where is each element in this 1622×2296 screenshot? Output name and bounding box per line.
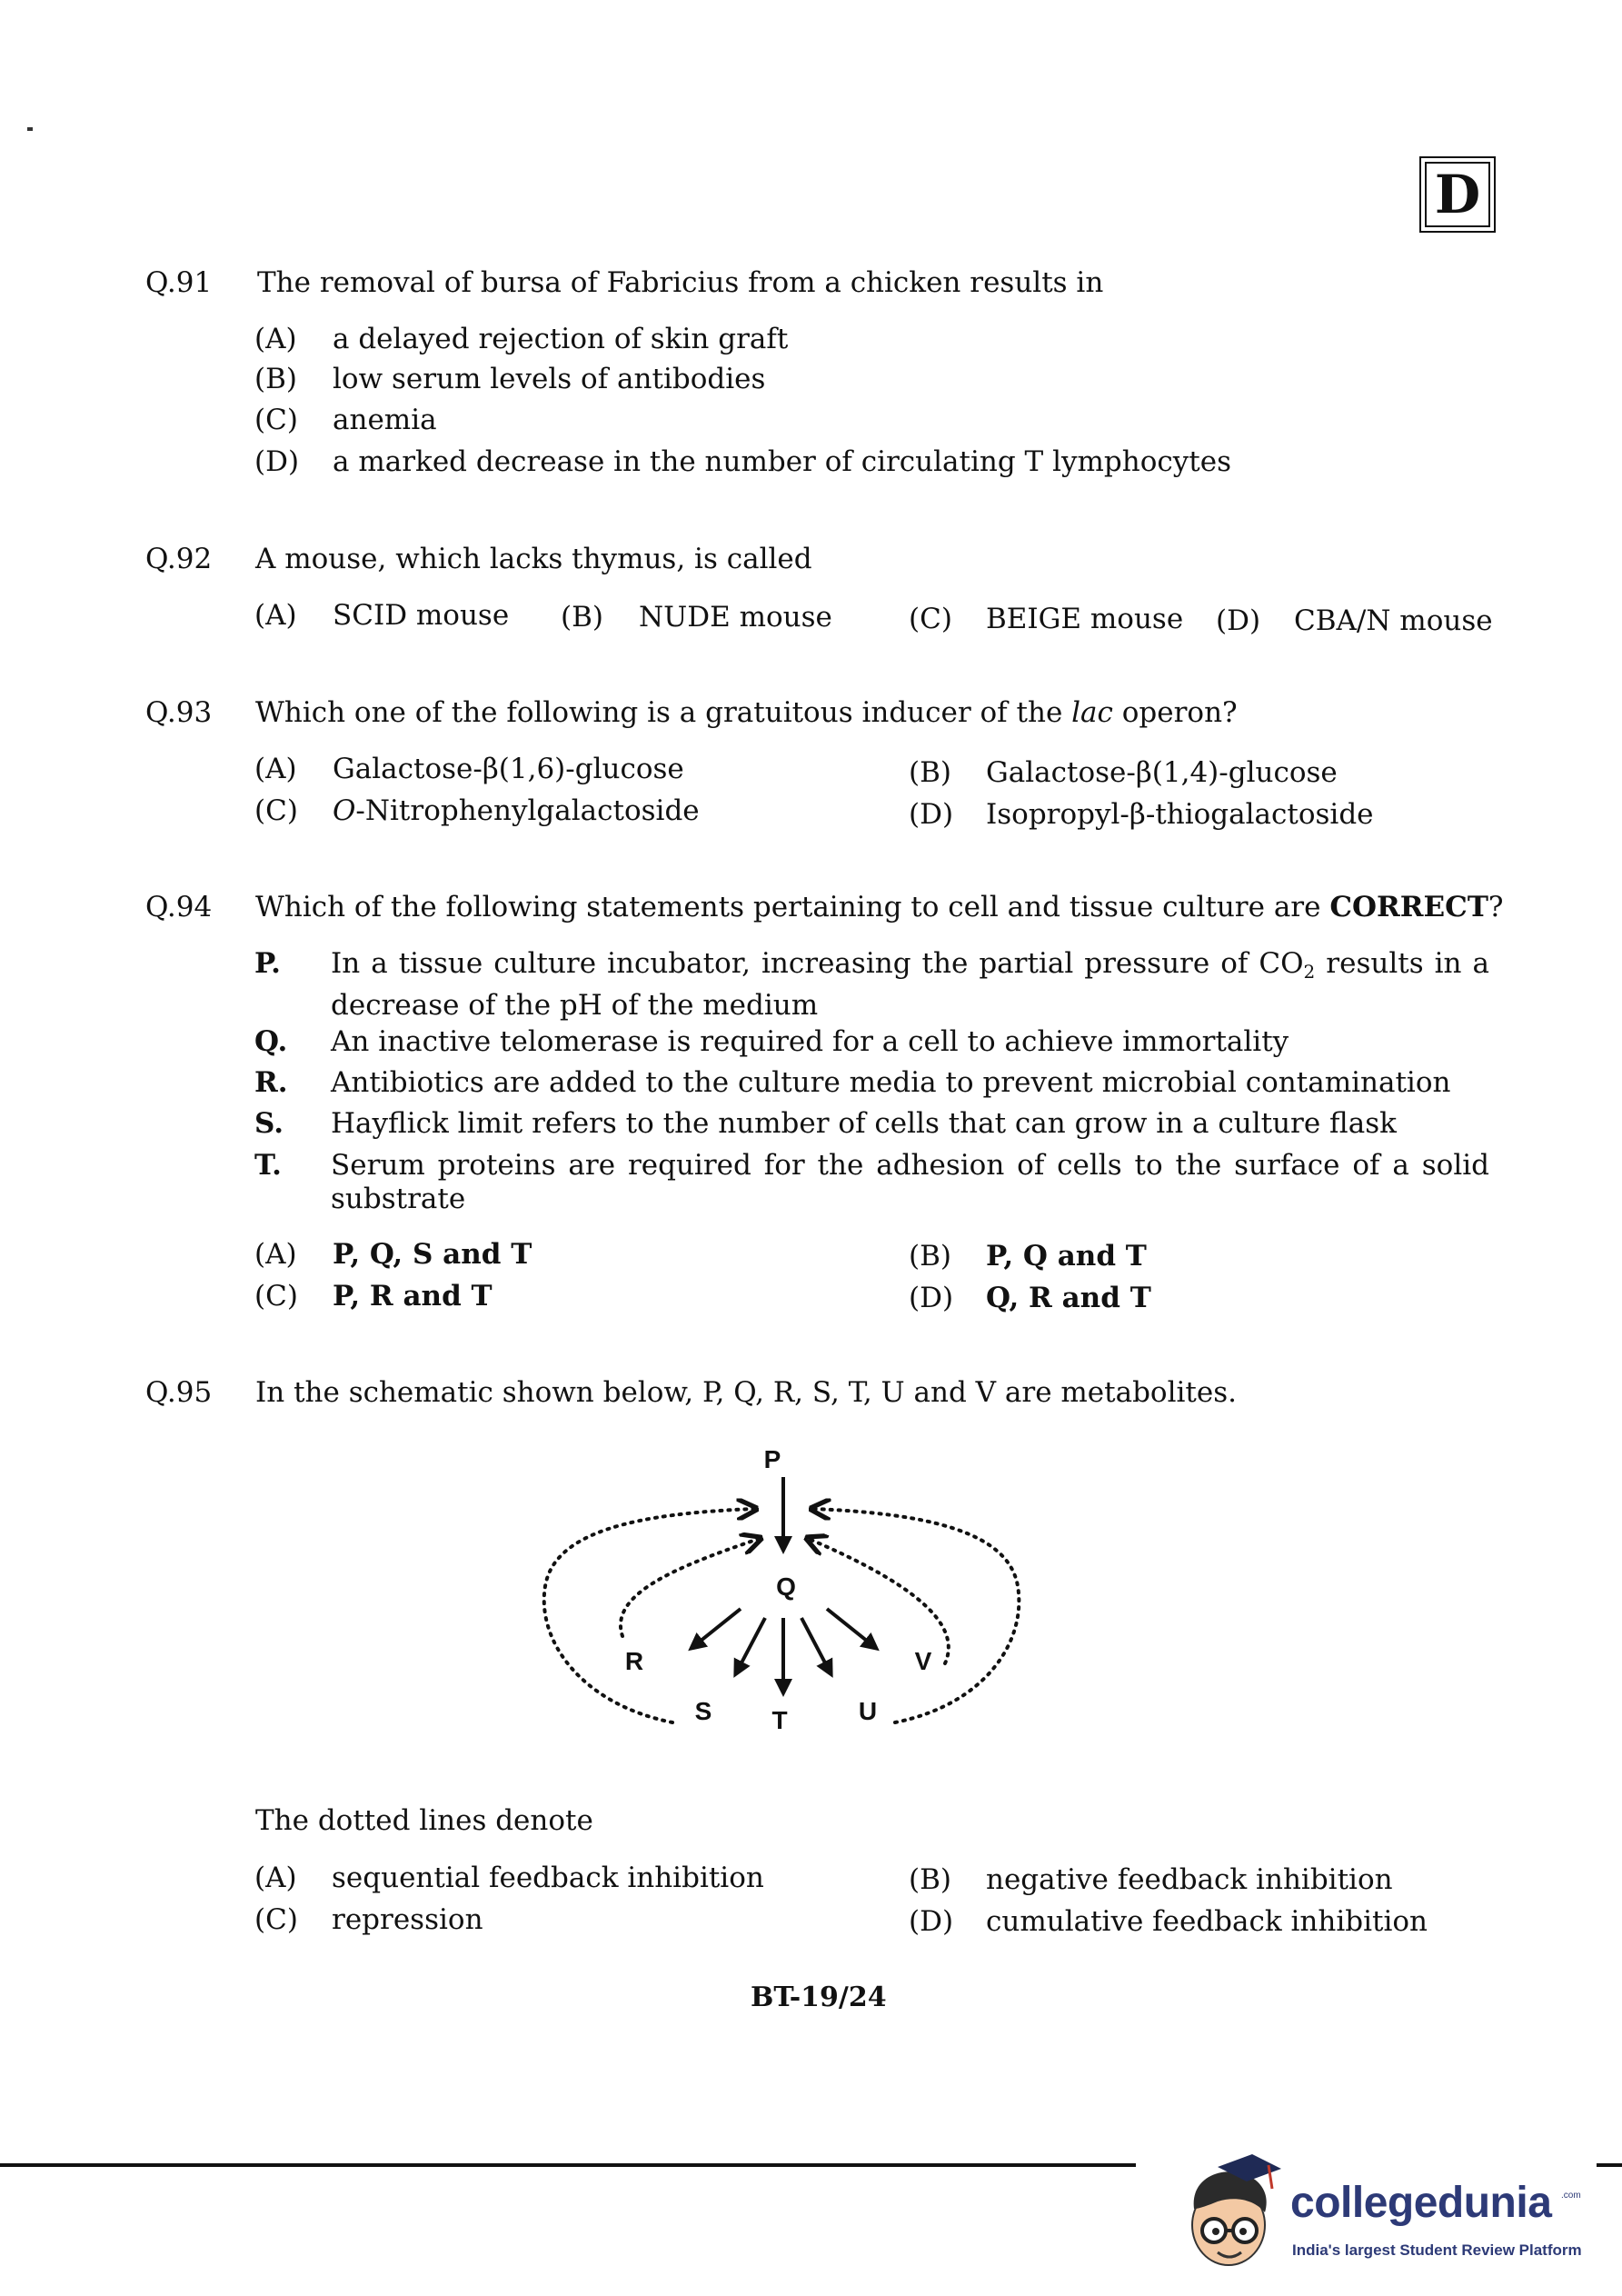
statement-text-part: In a tissue culture incubator, increasing the partial pressure of CO <box>331 947 1304 980</box>
option-text <box>333 794 700 827</box>
statement-text: Serum proteins are required for the adhesion of cells to the surface of a solid substrate <box>331 1149 1489 1215</box>
option-letter: (C) <box>254 1903 298 1936</box>
option-letter: (A) <box>254 323 297 355</box>
option-letter: (A) <box>254 753 297 785</box>
option-text: SCID mouse <box>333 599 510 632</box>
option-letter: (C) <box>254 1280 298 1313</box>
option-text: cumulative feedback inhibition <box>986 1905 1428 1938</box>
question-text-part: operon? <box>1112 696 1238 729</box>
option-letter: (D) <box>254 445 300 478</box>
follow-up-text: The dotted lines denote <box>255 1804 593 1837</box>
statement-letter: R. <box>254 1066 288 1099</box>
brand-domain: .com <box>1561 2191 1581 2201</box>
statement-text: Hayflick limit refers to the number of cells that can grow in a culture flask <box>331 1107 1397 1140</box>
statement-letter: T. <box>254 1149 282 1182</box>
question-number: Q.94 <box>145 891 213 923</box>
question-number: Q.95 <box>145 1376 213 1409</box>
option-text: NUDE mouse <box>639 601 832 634</box>
option-letter: (D) <box>1216 604 1261 637</box>
option-letter: (D) <box>909 1282 954 1314</box>
option-text: repression <box>332 1903 483 1936</box>
metabolite-s: S <box>694 1697 712 1725</box>
option-text: CBA/N mouse <box>1294 604 1493 637</box>
feedback-r-to-p-q-step <box>621 1539 759 1636</box>
feedback-u-to-p-step <box>813 1509 1019 1722</box>
statement-text-part: results in a decrease of the pH of the medium <box>331 947 1489 1022</box>
option-text: Isopropyl-β-thiogalactoside <box>986 798 1374 831</box>
option-letter: (B) <box>909 756 951 789</box>
option-text: Galactose-β(1,6)-glucose <box>333 753 684 785</box>
question-text: A mouse, which lacks thymus, is called <box>255 543 812 575</box>
question-text <box>255 891 1504 923</box>
option-letter: (B) <box>909 1240 951 1273</box>
option-text: low serum levels of antibodies <box>333 363 766 395</box>
page-code: BT-19/24 <box>751 1982 887 2013</box>
option-letter: (A) <box>254 1862 297 1894</box>
mascot-icon <box>1181 2152 1283 2280</box>
option-letter: (B) <box>909 1863 951 1896</box>
option-text: P, R and T <box>333 1280 493 1313</box>
stray-mark <box>27 127 33 131</box>
metabolite-t: T <box>771 1706 788 1734</box>
question-text-italic: lac <box>1071 696 1113 729</box>
statement-text <box>331 947 1489 1023</box>
footer-rule <box>0 2163 1136 2167</box>
metabolite-p: P <box>763 1445 781 1473</box>
collegedunia-logo <box>1181 2152 1599 2289</box>
option-text: a marked decrease in the number of circulating T lymphocytes <box>333 445 1231 478</box>
question-text: The removal of bursa of Fabricius from a chicken results in <box>257 266 1104 299</box>
option-letter: (B) <box>254 363 297 395</box>
option-text: Q, R and T <box>986 1282 1151 1314</box>
option-text-part: -Nitrophenylgalactoside <box>355 794 700 827</box>
metabolite-u: U <box>858 1697 878 1725</box>
option-letter: (C) <box>254 404 298 436</box>
option-text-italic: O <box>333 794 356 827</box>
question-text-bold: CORRECT <box>1329 891 1488 923</box>
statement-letter: S. <box>254 1107 284 1140</box>
statement-letter: Q. <box>254 1025 288 1058</box>
metabolite-r: R <box>624 1647 644 1675</box>
metabolite-q: Q <box>776 1572 796 1601</box>
option-text: BEIGE mouse <box>986 603 1184 635</box>
paper-code: D <box>1425 162 1490 227</box>
option-letter: (B) <box>561 601 603 634</box>
option-text: sequential feedback inhibition <box>332 1862 764 1894</box>
option-letter: (C) <box>254 794 298 827</box>
brand-name: collegedunia <box>1290 2179 1552 2227</box>
arrow-q-to-v <box>827 1609 872 1645</box>
statement-subscript: 2 <box>1303 961 1316 983</box>
option-letter: (A) <box>254 599 297 632</box>
option-letter: (C) <box>909 603 952 635</box>
option-text: negative feedback inhibition <box>986 1863 1393 1896</box>
option-text: P, Q and T <box>986 1240 1147 1273</box>
option-text: Galactose-β(1,4)-glucose <box>986 756 1338 789</box>
question-number: Q.91 <box>145 266 213 299</box>
metabolic-pathway-diagram <box>527 1432 1036 1768</box>
question-text-part: Which one of the following is a gratuitous inducer of the <box>255 696 1072 729</box>
statement-text: Antibiotics are added to the culture media to prevent microbial contamination <box>331 1066 1451 1099</box>
feedback-v-to-p-q-step <box>809 1539 949 1663</box>
metabolite-v: V <box>914 1647 932 1675</box>
option-letter: (D) <box>909 1905 954 1938</box>
paper-code-box <box>1419 156 1496 233</box>
option-letter: (D) <box>909 798 954 831</box>
question-text <box>255 696 1238 729</box>
option-text: anemia <box>333 404 437 436</box>
option-letter: (A) <box>254 1238 297 1271</box>
arrow-q-to-u <box>801 1618 829 1670</box>
option-text: P, Q, S and T <box>333 1238 532 1271</box>
question-text-part: ? <box>1488 891 1504 923</box>
arrow-q-to-r <box>695 1609 741 1645</box>
feedback-s-to-p-step <box>544 1509 754 1722</box>
statement-text: An inactive telomerase is required for a cell to achieve immortality <box>331 1025 1289 1058</box>
question-text: In the schematic shown below, P, Q, R, S, T, U and V are metabolites. <box>255 1376 1237 1409</box>
statement-letter: P. <box>254 947 281 980</box>
brand-tagline: India's largest Student Review Platform <box>1292 2241 1582 2259</box>
question-number: Q.93 <box>145 696 213 729</box>
arrow-q-to-s <box>738 1618 765 1670</box>
question-number: Q.92 <box>145 543 213 575</box>
footer-rule-right <box>1597 2163 1622 2167</box>
question-text-part: Which of the following statements pertaining to cell and tissue culture are <box>255 891 1330 923</box>
option-text: a delayed rejection of skin graft <box>333 323 789 355</box>
